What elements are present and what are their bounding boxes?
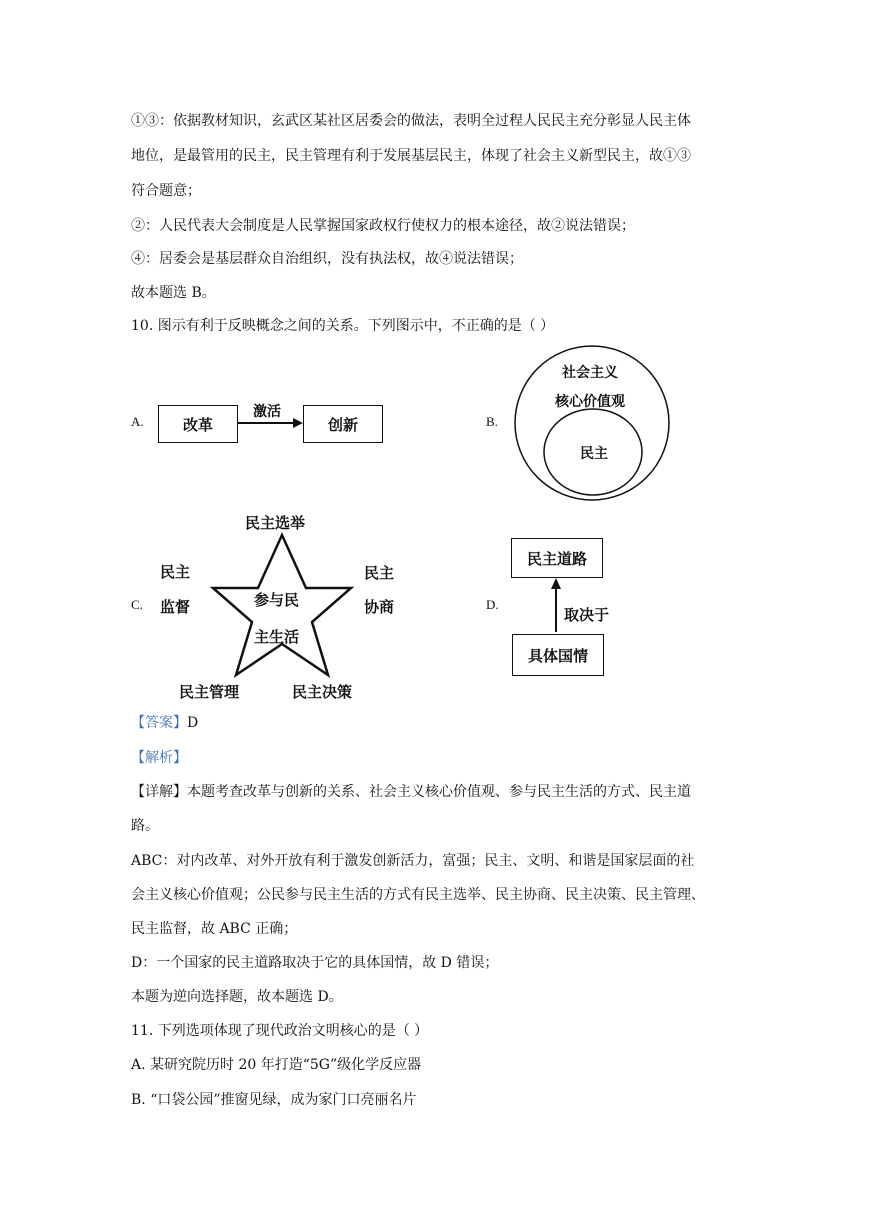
text-line: 会主义核心价值观；公民参与民主生活的方式有民主选举、民主协商、民主决策、民主管理、 [131,887,705,903]
analysis-tag: 【解析】 [131,750,187,766]
option-a-text: A. 某研究院历时 20 年打造“5G”级化学反应器 [131,1057,422,1073]
innovation-box: 创新 [303,405,383,443]
answer-line [131,713,198,733]
text-line: 地位，是最管用的民主，民主管理有利于发展基层民主，体现了社会主义新型民主，故①③ [131,148,691,164]
star-label-left-2: 监督 [160,598,191,616]
text-line: 本题为逆向选择题，故本题选 D。 [131,989,343,1005]
option-c-label: C. [131,597,143,612]
reform-box: 改革 [158,405,238,443]
text-line: 符合题意； [131,183,201,199]
depends-on-label: 取决于 [564,606,610,624]
inner-circle-label: 民主 [580,446,608,462]
outer-circle-label-1: 社会主义 [562,365,618,381]
text-line: ②：人民代表大会制度是人民掌握国家政权行使权力的根本途径，故②说法错误； [131,218,635,234]
democracy-road-box: 民主道路 [511,538,603,578]
activate-label: 激活 [253,404,281,420]
outer-circle-label-2: 核心价值观 [555,394,625,410]
option-b-text: B. “口袋公园”推窗见绿，成为家门口亮丽名片 [131,1092,417,1108]
star-label-right-1: 民主 [364,564,395,582]
answer-value: D [187,715,199,731]
text-line: ①③：依据教材知识，玄武区某社区居委会的做法，表明全过程人民民主充分彰显人民主体 [131,113,691,129]
star-center-line-1: 参与民 [254,591,300,609]
star-label-bottom-right: 民主决策 [292,683,353,701]
option-a-label: A. [131,414,144,429]
question-11: 11. 下列选项体现了现代政治文明核心的是（ ） [131,1023,429,1039]
text-line: ABC：对内改革、对外开放有利于激发创新活力，富强；民主、文明、和谐是国家层面的社 [131,853,695,869]
text-line: 【详解】本题考查改革与创新的关系、社会主义核心价值观、参与民主生活的方式、民主道 [131,784,691,800]
text-line: 故本题选 B。 [131,285,216,301]
question-10: 10. 图示有利于反映概念之间的关系。下列图示中，不正确的是（ ） [131,318,555,334]
option-d-label: D. [486,597,499,612]
text-line: 路。 [131,818,159,834]
star-label-top: 民主选举 [245,514,306,532]
text-line: D：一个国家的民主道路取决于它的具体国情，故 D 错误； [131,955,499,971]
star-label-left-1: 民主 [160,563,191,581]
star-label-bottom-left: 民主管理 [179,683,240,701]
option-b-label: B. [486,414,498,429]
text-line: 民主监督，故 ABC 正确； [131,921,298,937]
star-label-right-2: 协商 [364,598,395,616]
answer-tag: 【答案】 [131,715,187,731]
star-center-line-2: 主生活 [254,628,300,646]
text-line: ④：居委会是基层群众自治组织，没有执法权，故④说法错误； [131,251,523,267]
national-conditions-box: 具体国情 [512,634,604,676]
